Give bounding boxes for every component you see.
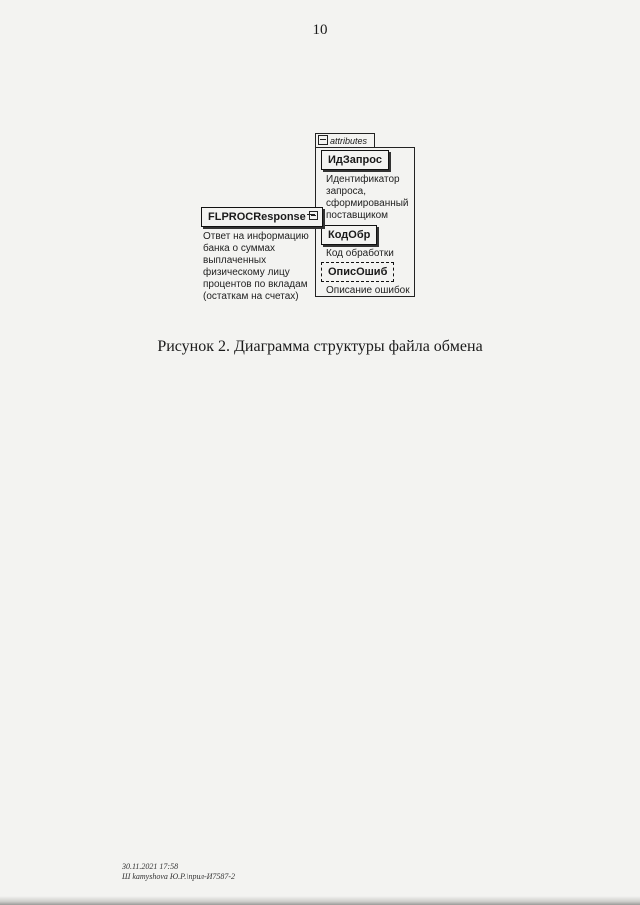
root-element-name: FLPROCResponse — [208, 211, 306, 223]
figure-caption: Рисунок 2. Диаграмма структуры файла обмена — [157, 338, 483, 355]
attribute-opisoshib: ОписОшиб — [321, 262, 394, 282]
attribute-opisoshib-description: Описание ошибок — [326, 285, 410, 296]
footer-stamp — [122, 862, 235, 882]
collapse-icon — [318, 135, 328, 145]
root-element-description: Ответ на информацию банка о суммах выплаченных физическому лицу процентов по вкладам (остаткам на счетах) — [203, 231, 309, 302]
attribute-idzapros-description: Идентификатор запроса, сформированный поставщиком — [326, 174, 409, 221]
attribute-kodobr: КодОбр — [321, 225, 377, 245]
attributes-label: attributes — [330, 136, 368, 146]
page-number: 10 — [312, 22, 328, 38]
expand-icon — [309, 211, 318, 220]
structure-diagram — [0, 0, 640, 340]
scan-edge — [0, 896, 640, 905]
footer-date: 30.11.2021 17:58 — [122, 862, 179, 871]
connector-line — [307, 214, 315, 215]
attribute-idzapros: ИдЗапрос — [321, 150, 389, 170]
footer-file-path: Ш kamyshova Ю.Р.\прил-И7587-2 — [122, 872, 236, 881]
root-element — [201, 207, 323, 227]
attributes-tab — [315, 133, 375, 147]
attribute-kodobr-description: Код обработки — [326, 248, 394, 259]
